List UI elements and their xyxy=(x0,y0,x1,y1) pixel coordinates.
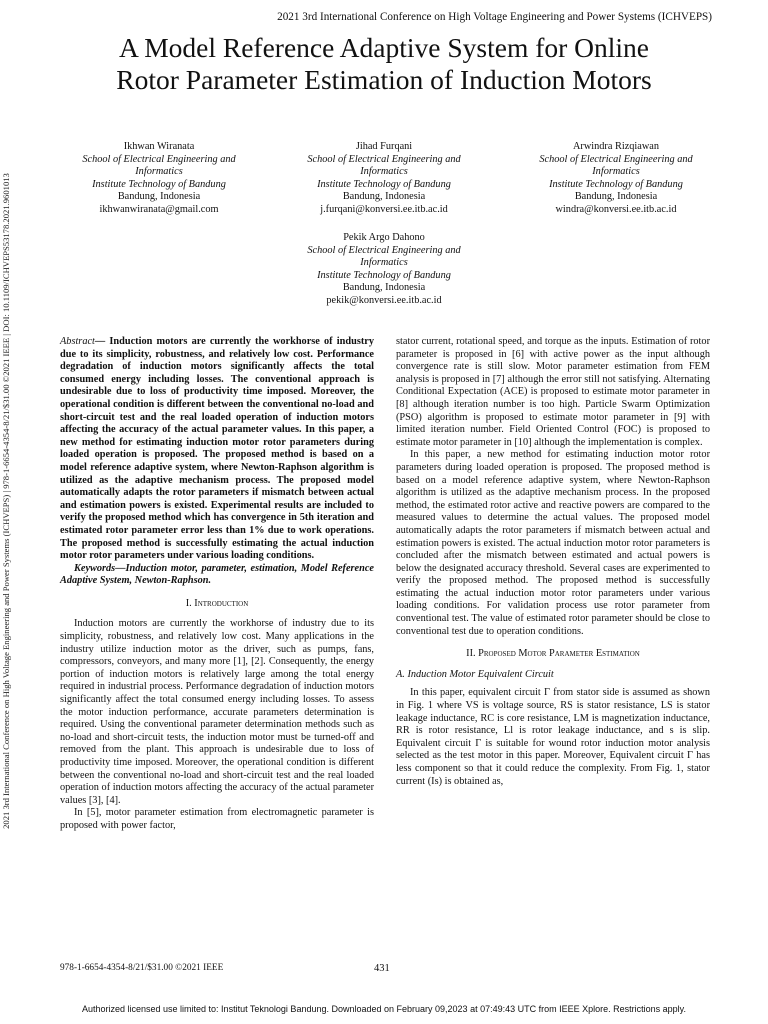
right-paragraph-3: In this paper, equivalent circuit Γ from stator side is assumed as shown in Fig. 1 where VS is voltage source, RS is stator resistance, LS is stator leakage inductance, RC is core resistance, LM is magnetization inductance, RR is rotor resistance, Ll is rotor leakage inductance, and s is slip. Equivalent circuit Γ is suitable for wound rotor induction motor analysis selected as the test motor in this paper. Moreover, Equivalent circuit Γ has less component so that it could reduce the complexity. From Fig. 1, stator current (Is) is obtained as, xyxy=(396,687,710,787)
subsection-heading-equivalent-circuit: A. Induction Motor Equivalent Circuit xyxy=(396,668,554,680)
abstract xyxy=(60,336,374,563)
author-affiliation-2: Informatics xyxy=(592,166,640,178)
author-institute: Institute Technology of Bandung xyxy=(549,178,683,190)
intro-paragraph-1: Induction motors are currently the workhorse of industry due to its simplicity, robustness, and relatively low cost. Many applications in the industry utilize induction motor as the driver, such as pumps, fans, compressors, conveyors, and many more [1], [2]. Consequently, the energy portion of induction motors is relatively large among the total energy required in industrial process. Performance degradation of induction motors significantly affect the total consumed energy including losses. To assess the motor induction performance, accurate parameters determination is required. Using the conventional parameter determination methods such as no-load and short-circuit tests, the induction motor must be turned-off and removed from the plant. This approach is undesirable due to loss of productivity time imposed. Moreover, the operational condition is different between the conventional no-load and short-circuit test and the real loaded operation of induction motors affecting the accuracy of the actual parameter values [3], [4]. xyxy=(60,618,374,806)
section-heading-proposed: II. Proposed Motor Parameter Estimation xyxy=(466,648,640,660)
intro-paragraph-2: In [5], motor parameter estimation from electromagnetic parameter is proposed with power factor, xyxy=(60,807,374,831)
abstract-lead: Abstract xyxy=(60,336,95,347)
author-name: Pekik Argo Dahono xyxy=(343,232,425,243)
author-email[interactable]: ikhwanwiranata@gmail.com xyxy=(99,203,219,215)
author-institute: Institute Technology of Bandung xyxy=(317,178,451,190)
author-institute: Institute Technology of Bandung xyxy=(317,269,451,281)
author-name: Ikhwan Wiranata xyxy=(123,141,195,152)
author-name: Jihad Furqani xyxy=(355,141,413,152)
conference-header: 2021 3rd International Conference on High Voltage Engineering and Power Systems (ICHVEPS) xyxy=(277,11,712,23)
author-location: Bandung, Indonesia xyxy=(342,282,426,294)
title-line-1: A Model Reference Adaptive System for Online xyxy=(118,32,649,63)
author-affiliation-2: Informatics xyxy=(360,166,408,178)
author-affiliation-2: Informatics xyxy=(360,257,408,269)
right-paragraph-2: In this paper, a new method for estimating induction motor rotor parameters during loaded operation is proposed. The proposed method is based on a model reference adaptive system, where Newton-Raphson algorithm is utilized as the adaptive mechanism process. In the proposed method, the estimated rotor active and reactive powers are compared to the measured values to determine the actual values. The proposed model automatically adapts the rotor parameters if mismatch between actual and estimation powers is existed. The actual induction motor rotor parameters is concluded after the mismatch between estimated and actual powers is below the designated accuracy threshold. Several cases are experimented to verify the proposed method. The proposed method is successfully estimating the actual induction motor rotor parameters under various loading conditions. For validation process use rotor parameter from conventional test. The value of estimated rotor parameter should be close to conventional test due to operation conditions. xyxy=(396,449,710,637)
page-number: 431 xyxy=(374,963,390,974)
author-email[interactable]: j.furqani@konversi.ee.itb.ac.id xyxy=(320,203,448,215)
author-affiliation: School of Electrical Engineering and xyxy=(539,153,693,165)
title-line-2: Rotor Parameter Estimation of Induction Motors xyxy=(116,64,652,95)
author-location: Bandung, Indonesia xyxy=(342,191,426,203)
author-email[interactable]: pekik@konversi.ee.itb.ac.id xyxy=(326,294,442,306)
keywords: Keywords—Induction motor, parameter, estimation, Model Reference Adaptive System, Newton-Raphson. xyxy=(60,562,374,587)
right-column xyxy=(396,336,710,788)
section-heading-introduction: I. Introduction xyxy=(185,597,249,609)
author-name: Arwindra Rizqiawan xyxy=(572,141,660,152)
right-paragraph-1: stator current, rotational speed, and torque as the inputs. Estimation of rotor parameter is proposed in [6] with active power as the input although convergence rate is still slow. Motor parameter estimation from FEM analysis is proposed in [7] although the error still not satisfying. Alternating Conditional Expectation (ACE) is proposed to estimate motor parameter in [8] although iteration number is too high. Particle Swarm Optimization (PSO) algorithm is proposed to estimate motor parameter in [9] with limited iteration number. Field Oriented Control (FOC) is proposed to estimate motor parameter in [10] although the implementation is complex. xyxy=(396,336,710,448)
author-block-1 xyxy=(64,141,254,217)
author-affiliation: School of Electrical Engineering and xyxy=(82,153,236,165)
author-block-4 xyxy=(289,232,479,308)
author-location: Bandung, Indonesia xyxy=(574,191,658,203)
left-column xyxy=(60,336,374,833)
author-email[interactable]: windra@konversi.ee.itb.ac.id xyxy=(555,203,677,215)
abstract-body: — Induction motors are currently the workhorse of industry due to its simplicity, robustness, and relatively low cost. Performance degradation of induction motors significantly affects the total consumed energy including losses. The conventional approach is undesirable due to loss of productivity time imposed. Moreover, the operational condition is different between the conventional no-load and short-circuit test and the real loaded operation of induction motors affecting the accuracy of the actual parameter values. In this paper, a new method for estimating induction motor rotor parameters during loaded operation is proposed. The proposed method is based on a model reference adaptive system, where Newton-Raphson algorithm is utilized as the adaptive mechanism process. The proposed model automatically adapts the rotor parameters if mismatch between actual and estimation powers is existed. Experimental results are included to verify the proposed method which has convergence in 5th iteration and estimated rotor parameter error less than 1% due to work operations. The proposed method is successfully estimating the actual induction motor rotor parameters under various loading conditions. xyxy=(60,336,374,562)
side-doi-text: 2021 3rd International Conference on High Voltage Engineering and Power Systems (ICHVEPS) | 978-1-6654-4354-8/21/$31.00 ©2021 IEEE | DOI: 10.1109/ICHVEPS53178.2021.9601013 xyxy=(1,173,11,829)
author-block-2 xyxy=(289,141,479,217)
author-location: Bandung, Indonesia xyxy=(117,191,201,203)
author-affiliation: School of Electrical Engineering and xyxy=(307,244,461,256)
license-notice: Authorized licensed use limited to: Institut Teknologi Bandung. Downloaded on February 09,2023 at 07:49:43 UTC from IEEE Xplore. Restrictions apply. xyxy=(81,1004,686,1014)
paper-title xyxy=(0,32,768,96)
author-institute: Institute Technology of Bandung xyxy=(92,178,226,190)
author-affiliation: School of Electrical Engineering and xyxy=(307,153,461,165)
author-affiliation-2: Informatics xyxy=(135,166,183,178)
footer-isbn: 978-1-6654-4354-8/21/$31.00 ©2021 IEEE xyxy=(60,963,224,973)
author-block-3 xyxy=(521,141,711,217)
